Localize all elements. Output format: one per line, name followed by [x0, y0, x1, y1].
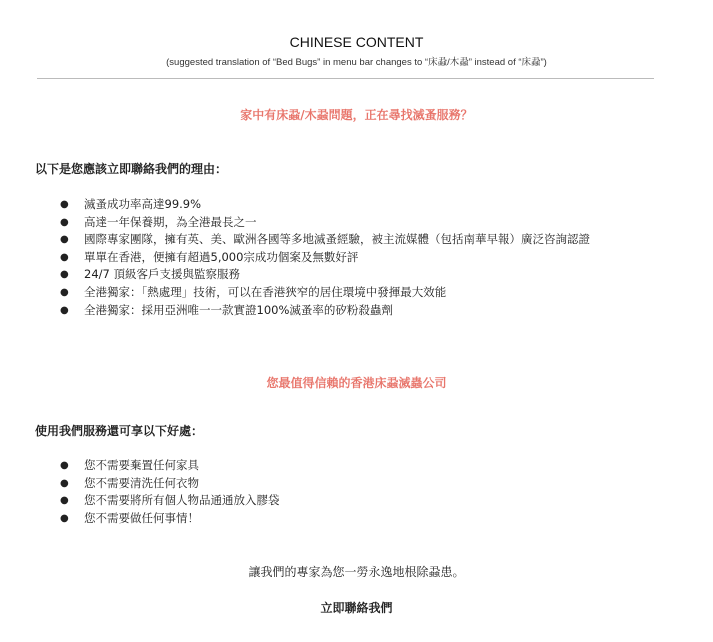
list-item-text: 您不需要做任何事情！: [84, 510, 199, 525]
bullet-icon: ●: [60, 495, 69, 507]
list-item-text: 全港獨家：「熱處理」技術，可以在香港狹窄的居住環境中發揮最大效能: [84, 284, 447, 299]
list-item: [60, 475, 660, 493]
list-item-text: 您不需要棄置任何家具: [84, 458, 199, 472]
list-item: [60, 457, 660, 475]
list-item-text: 24/7 頂級客戶支援與監察服務: [84, 267, 240, 282]
bullet-icon: ●: [60, 251, 69, 263]
bullet-icon: ●: [60, 304, 69, 316]
list-item-text: 您不需要將所有個人物品通通放入膠袋: [84, 493, 280, 508]
section1-list: [60, 196, 660, 319]
bullet-icon: ●: [60, 512, 69, 524]
closing-line: 讓我們的專家為您一勞永逸地根除蝨患。: [248, 565, 465, 579]
section2-list: [60, 457, 660, 527]
bullet-icon: ●: [60, 234, 69, 246]
list-item: [60, 510, 660, 528]
divider: [37, 78, 654, 79]
page-title: CHINESE CONTENT: [289, 34, 424, 50]
page-subtitle: (suggested translation of “Bed Bugs” in menu bar changes to “床蝨/木蝨” instead of “床蝨”): [166, 57, 547, 68]
bullet-icon: ●: [60, 477, 69, 489]
section1-heading: 家中有床蝨/木蝨問題，正在尋找滅蚤服務？: [240, 108, 473, 122]
list-item-text: 您不需要清洗任何衣物: [84, 475, 199, 490]
list-item: [60, 249, 660, 267]
list-item: [60, 214, 660, 232]
bullet-icon: ●: [60, 286, 69, 298]
bullet-icon: ●: [60, 199, 69, 210]
list-item-text: 單單在香港，便擁有超過5,000宗成功個案及無數好評: [84, 249, 359, 264]
list-item-text: 國際專家團隊，擁有英、美、歐洲各國等多地滅蚤經驗，被主流媒體（包括南華早報）廣泛咨詢認證: [84, 232, 590, 247]
list-item: [60, 231, 660, 249]
section2-heading: 您最值得信賴的香港床蝨滅蟲公司: [266, 376, 447, 390]
list-item-text: 滅蚤成功率高達99.9%: [84, 197, 202, 211]
bullet-icon: ●: [60, 216, 69, 228]
list-item: [60, 302, 660, 320]
list-item: [60, 266, 660, 284]
list-item-text: 高達一年保養期，為全港最長之一: [84, 214, 257, 229]
bullet-icon: ●: [60, 460, 69, 471]
list-item: [60, 196, 660, 214]
list-item: [60, 284, 660, 302]
section1-intro: 以下是您應該立即聯絡我們的理由：: [35, 162, 228, 176]
bullet-icon: ●: [60, 269, 69, 281]
contact-us-link[interactable]: 立即聯絡我們: [320, 601, 393, 615]
section2-intro: 使用我們服務還可享以下好處：: [35, 424, 204, 438]
list-item-text: 全港獨家：採用亞洲唯一一款實證100%滅蚤率的矽粉殺蟲劑: [84, 302, 393, 317]
list-item: [60, 492, 660, 510]
